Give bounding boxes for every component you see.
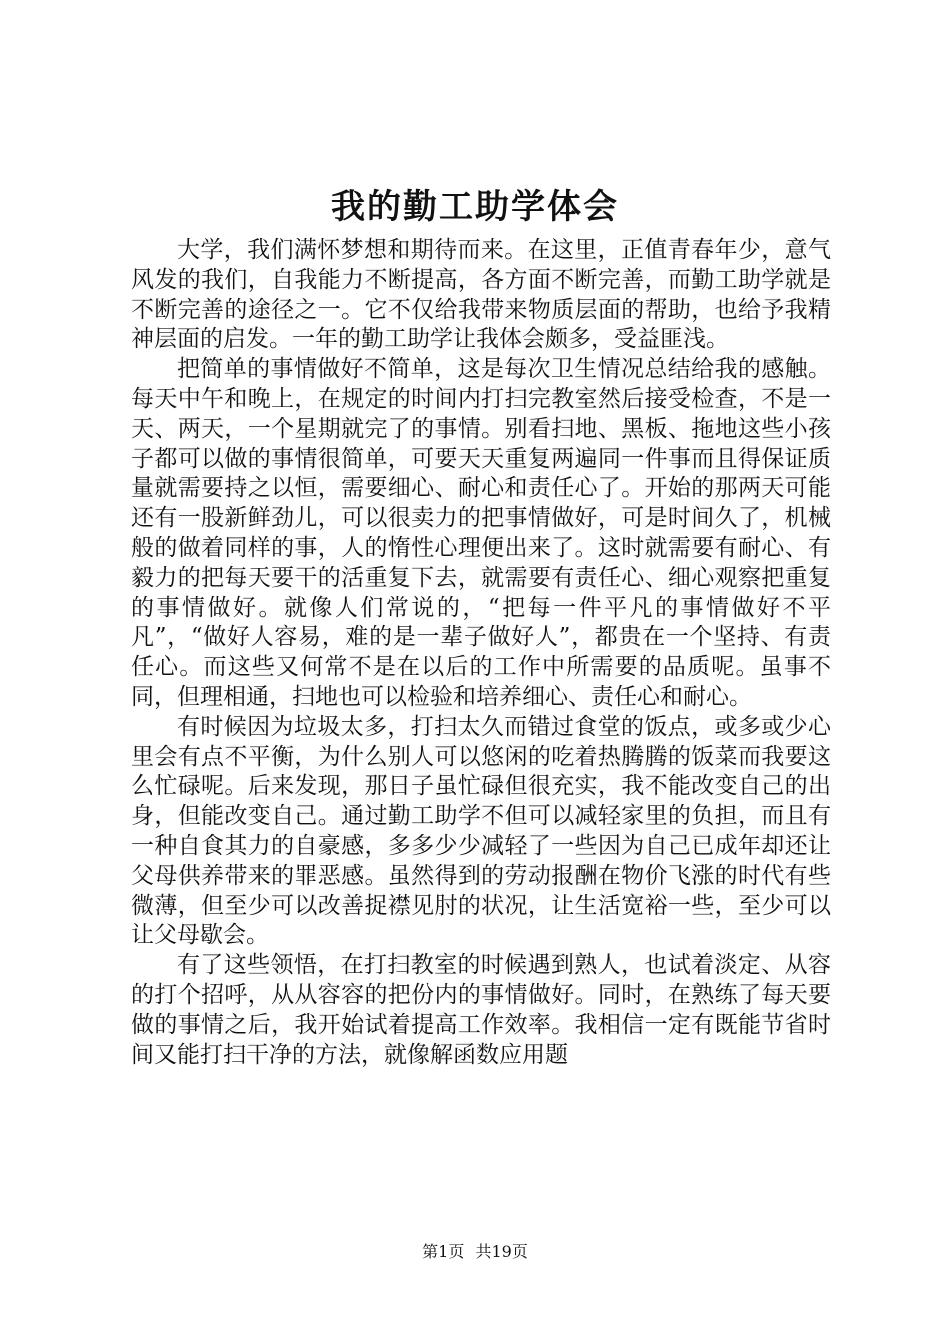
- paragraph-2: 把简单的事情做好不简单，这是每次卫生情况总结给我的感触。每天中午和晚上，在规定的时间内打扫完教室然后接受检查，不是一天、两天，一个星期就完了的事情。别看扫地、黑板、拖地这些小孩子都可以做的事情很简单，可要天天重复两遍同一件事而且得保证质量就需要持之以恒，需要细心、耐心和责任心了。开始的那两天可能还有一股新鲜劲儿，可以很卖力的把事情做好，可是时间久了，机械般的做着同样的事，人的惰性心理便出来了。这时就需要有耐心、有毅力的把每天要干的活重复下去，就需要有责任心、细心观察把重复的事情做好。就像人们常说的，“把每一件平凡的事情做好不平凡”，“做好人容易，难的是一辈子做好人”，都贵在一个坚持、有责任心。而这些又何常不是在以后的工作中所需要的品质呢。虽事不同，但理相通，扫地也可以检验和培养细心、责任心和耐心。: [131, 356, 831, 710]
- page-total: 共19页: [475, 1242, 528, 1261]
- page-number: 第1页: [422, 1242, 465, 1261]
- paragraph-4: 有了这些领悟，在打扫教室的时候遇到熟人，也试着淡定、从容的打个招呼，从从容容的把份内的事情做好。同时，在熟练了每天要做的事情之后，我开始试着提高工作效率。我相信一定有既能节省时间又能打扫干净的方法，就像解函数应用题: [131, 952, 831, 1068]
- document-title: 我的勤工助学体会: [331, 187, 619, 227]
- document-body: [131, 236, 831, 1070]
- paragraph-3: 有时候因为垃圾太多，打扫太久而错过食堂的饭点，或多或少心里会有点不平衡，为什么别人可以悠闲的吃着热腾腾的饭菜而我要这么忙碌呢。后来发现，那日子虽忙碌但很充实，我不能改变自己的出身，但能改变自己。通过勤工助学不但可以减轻家里的负担，而且有一种自食其力的自豪感，多多少少减轻了一些因为自己已成年却还让父母供养带来的罪恶感。虽然得到的劳动报酬在物价飞涨的时代有些微薄，但至少可以改善捉襟见肘的状况，让生活宽裕一些，至少可以让父母歇会。: [131, 713, 831, 949]
- paragraph-1: 大学，我们满怀梦想和期待而来。在这里，正值青春年少，意气风发的我们，自我能力不断提高，各方面不断完善，而勤工助学就是不断完善的途径之一。它不仅给我带来物质层面的帮助，也给予我精神层面的启发。一年的勤工助学让我体会颇多，受益匪浅。: [131, 237, 831, 353]
- page-footer: [0, 1241, 950, 1263]
